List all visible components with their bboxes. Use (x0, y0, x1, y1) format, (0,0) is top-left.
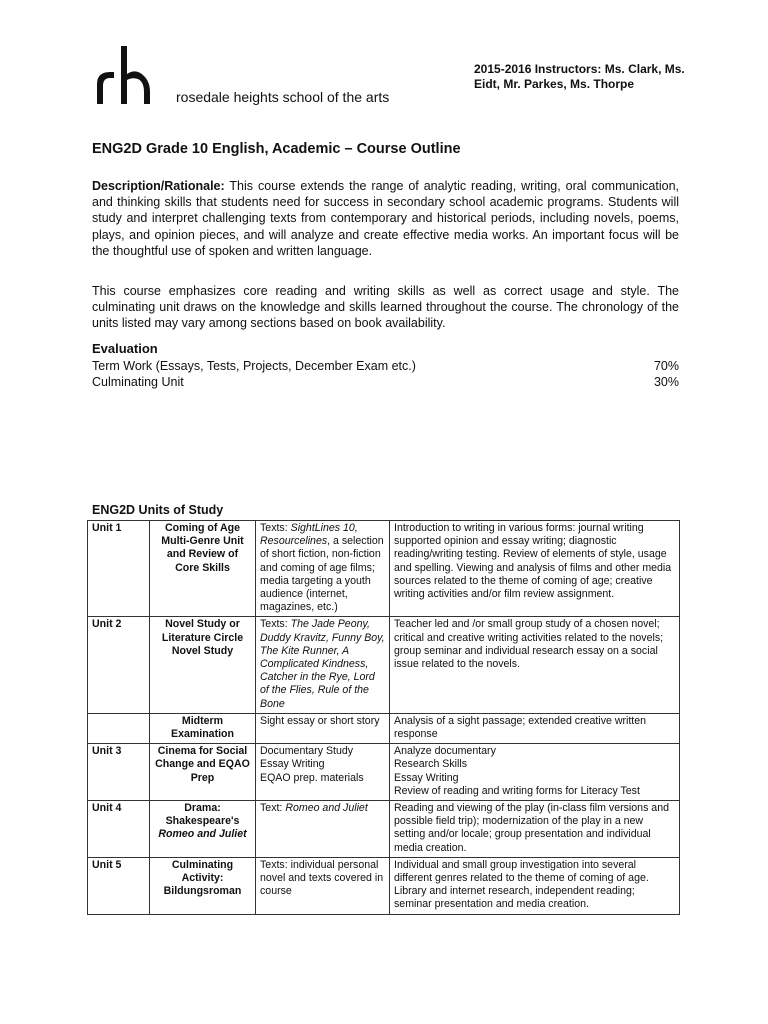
unit-description: Analyze documentary Research Skills Essay Writing Review of reading and writing forms for Literacy Test (390, 744, 680, 801)
instructors-line: 2015-2016 Instructors: Ms. Clark, Ms. Eidt, Mr. Parkes, Ms. Thorpe (474, 62, 685, 91)
unit-number: Unit 3 (88, 744, 150, 801)
table-row (88, 617, 680, 713)
unit-texts (256, 617, 390, 713)
evaluation-label: Culminating Unit (92, 375, 184, 389)
table-row (88, 521, 680, 617)
description-label: Description/Rationale: (92, 179, 225, 193)
units-table (87, 520, 680, 915)
page-title: ENG2D Grade 10 English, Academic – Course Outline (92, 141, 461, 157)
evaluation-row (92, 374, 679, 390)
emphasis-paragraph: This course emphasizes core reading and writing skills as well as correct usage and style. The culminating unit draws on the knowledge and skills learned throughout the course. The chronology of the units listed may vary among sections based on book availability. (92, 284, 679, 331)
unit-name: Novel Study or Literature Circle Novel Study (150, 617, 256, 713)
unit-name: Culminating Activity: Bildungsroman (150, 857, 256, 914)
description-paragraph (92, 178, 679, 259)
unit-texts: Texts: individual personal novel and texts covered in course (256, 857, 390, 914)
unit-description: Analysis of a sight passage; extended creative written response (390, 713, 680, 743)
units-heading: ENG2D Units of Study (92, 503, 224, 517)
evaluation-label: Term Work (Essays, Tests, Projects, December Exam etc.) (92, 359, 416, 373)
evaluation-value: 70% (653, 359, 679, 373)
unit-number: Unit 2 (88, 617, 150, 713)
unit-description: Teacher led and /or small group study of a chosen novel; critical and creative writing activities related to the novels; group seminar and individual research essay on a social issue related to the novels. (390, 617, 680, 713)
unit-texts (256, 521, 390, 617)
description-text: This course extends the range of analytic reading, writing, oral communication, and thinking skills that students need for success in secondary school academic programs. Students will study and interpret challenging texts from contemporary and historical periods, including novels, poems, plays, and opinion pieces, and will analyze and create effective media works. An important focus will be the thoughtful use of spoken and written language. (92, 179, 679, 258)
unit-description: Reading and viewing of the play (in-class film versions and possible field trip); modernization of the play in a new setting and/or locale; group presentation and individual media creation. (390, 801, 680, 858)
texts-titles: SightLines 10, Resourcelines (260, 522, 358, 548)
unit-number: Unit 5 (88, 857, 150, 914)
school-logo (92, 44, 162, 106)
unit-name: Midterm Examination (150, 713, 256, 743)
unit-name: Cinema for Social Change and EQAO Prep (150, 744, 256, 801)
evaluation-value: 30% (653, 375, 679, 389)
unit-name (150, 801, 256, 858)
table-row (88, 744, 680, 801)
texts-titles: The Jade Peony, Duddy Kravitz, Funny Boy, The Kite Runner, A Complicated Kindness, Catcher in the Rye, Lord of the Flies, Rule of the Bone (260, 618, 385, 710)
unit-texts: Sight essay or short story (256, 713, 390, 743)
texts-titles: Romeo and Juliet (285, 802, 368, 815)
evaluation-heading: Evaluation (92, 341, 158, 356)
table-row (88, 713, 680, 743)
school-name: rosedale heights school of the arts (176, 89, 390, 105)
table-row (88, 857, 680, 914)
unit-name-italic: Romeo and Juliet (158, 828, 247, 841)
texts-suffix: , a selection of short fiction, non-fiction and coming of age films; media targeting a youth audience (internet, magazines, etc.) (260, 535, 384, 614)
evaluation-row (92, 358, 679, 374)
unit-texts (256, 801, 390, 858)
texts-prefix: Texts: (260, 618, 291, 631)
table-row (88, 801, 680, 858)
unit-name-line: Drama: Shakespeare's (165, 802, 240, 828)
texts-prefix: Text: (260, 802, 286, 815)
unit-number (88, 713, 150, 743)
unit-number: Unit 4 (88, 801, 150, 858)
unit-description: Individual and small group investigation into several different genres related to the theme of coming of age. Library and internet research, independent reading; seminar presentation and media creation. (390, 857, 680, 914)
texts-prefix: Texts: (260, 522, 291, 534)
unit-texts: Documentary Study Essay Writing EQAO prep. materials (256, 744, 390, 801)
unit-number: Unit 1 (88, 521, 150, 617)
unit-name: Coming of Age Multi-Genre Unit and Review of Core Skills (150, 521, 256, 617)
unit-description: Introduction to writing in various forms: journal writing supported opinion and essay writing; diagnostic reading/writing testing. Review of elements of style, usage and spelling. Viewing and analysis of films and other media sources related to the theme of coming of age; creative writing activities and/or film review assignment. (390, 521, 680, 617)
